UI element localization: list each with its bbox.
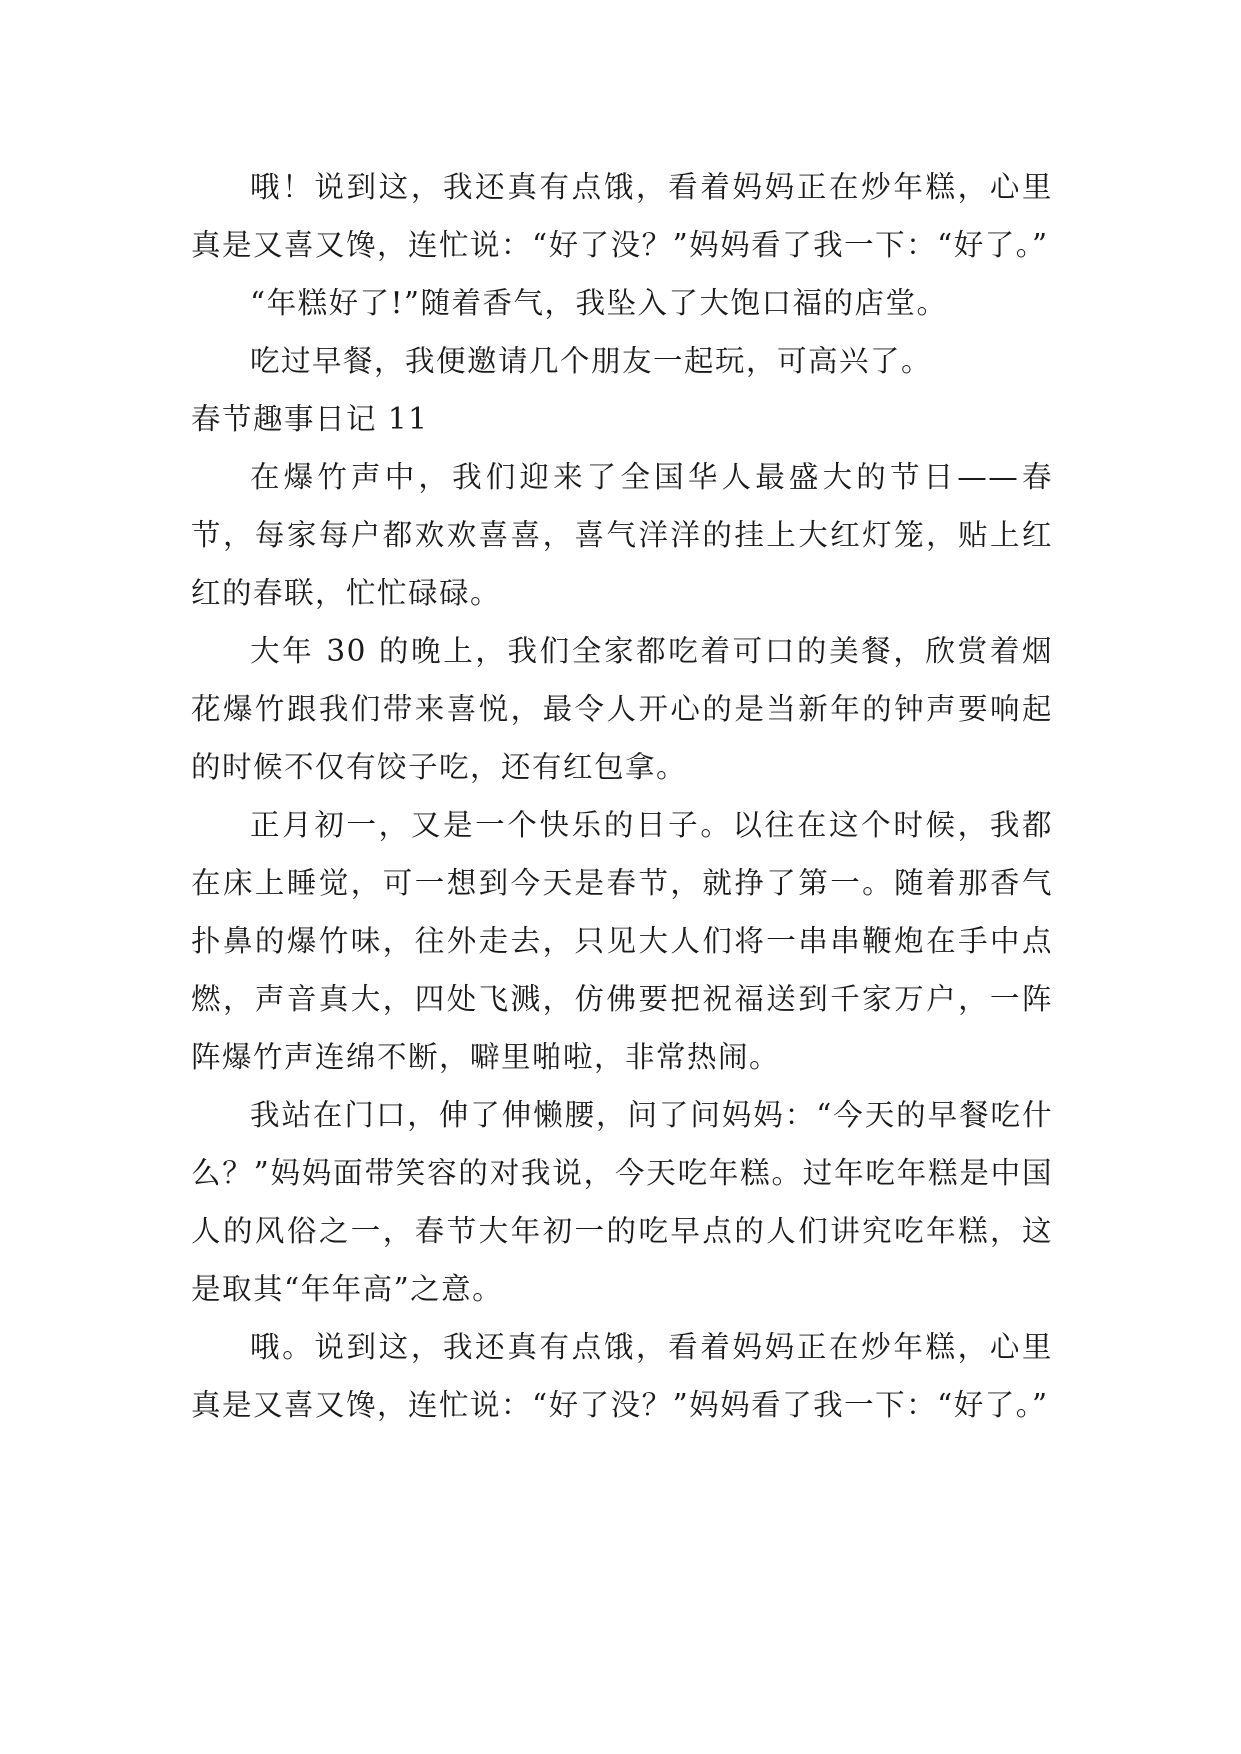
section-title: 春节趣事日记 11 [191,402,429,436]
paragraph: 哦。说到这，我还真有点饿，看着妈妈正在炒年糕，心里真是又喜又馋，连忙说：“好了没？”妈妈看了我一下：“好了。” [191,1330,1053,1422]
paragraph: 我站在门口，伸了伸懒腰，问了问妈妈：“今天的早餐吃什么？”妈妈面带笑容的对我说，今天吃年糕。过年吃年糕是中国人的风俗之一，春节大年初一的吃早点的人们讲究吃年糕，这是取其“年年高”之意。 [191,1098,1053,1306]
paragraph: 哦！说到这，我还真有点饿，看着妈妈正在炒年糕，心里真是又喜又馋，连忙说：“好了没？”妈妈看了我一下：“好了。” [191,170,1053,262]
paragraph: 吃过早餐，我便邀请几个朋友一起玩，可高兴了。 [250,344,933,378]
paragraph: “年糕好了!”随着香气，我坠入了大饱口福的店堂。 [250,286,948,320]
paragraph: 大年 30 的晚上，我们全家都吃着可口的美餐，欣赏着烟花爆竹跟我们带来喜悦，最令人开心的是当新年的钟声要响起的时候不仅有饺子吃，还有红包拿。 [191,634,1053,784]
paragraph: 在爆竹声中，我们迎来了全国华人最盛大的节日——春节，每家每户都欢欢喜喜，喜气洋洋的挂上大红灯笼，贴上红红的春联，忙忙碌碌。 [191,460,1053,610]
paragraph: 正月初一，又是一个快乐的日子。以往在这个时候，我都在床上睡觉，可一想到今天是春节，就挣了第一。随着那香气扑鼻的爆竹味，往外走去，只见大人们将一串串鞭炮在手中点燃，声音真大，四处飞溅，仿佛要把祝福送到千家万户，一阵阵爆竹声连绵不断，噼里啪啦，非常热闹。 [191,808,1053,1074]
document-body [191,158,1053,1434]
